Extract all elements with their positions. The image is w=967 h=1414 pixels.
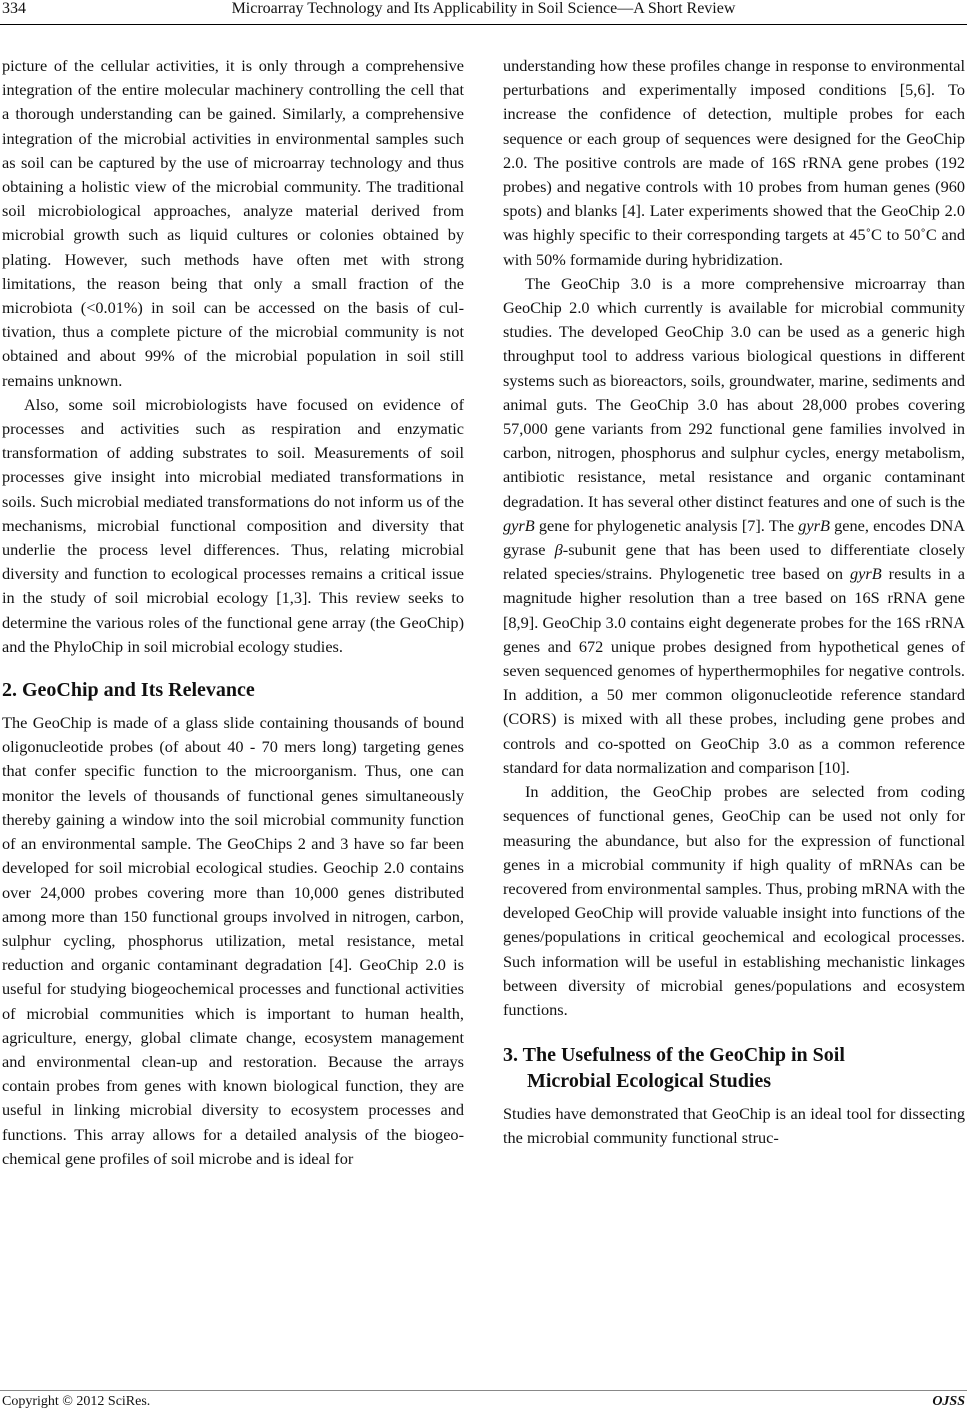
heading-line-2: Microbial Ecological Studies bbox=[527, 1070, 772, 1093]
gene-name: gyrB bbox=[850, 564, 882, 584]
section-heading-2: 2. GeoChip and Its Relevance bbox=[2, 679, 255, 702]
heading-line-1: 3. The Usefulness of the GeoChip in Soil bbox=[503, 1044, 845, 1067]
header-rule bbox=[0, 24, 967, 25]
copyright-notice: Copyright © 2012 SciRes. bbox=[2, 1394, 151, 1409]
page-number: 334 bbox=[2, 0, 26, 17]
right-paragraph-3: In addition, the GeoChip probes are selected from coding sequences of functional genes, GeoChip can be used not only for measuring the abundance, but also for the expression of functional genes in a microbial community if high quality of mRNAs can be recovered from environmental samples. Thus, probing mRNA with the developed GeoChip will provide valuable insight into functions of the genes/populations in critical geochemical and ecological processes. Such information will be useful in establishing mechanistic linkages between diversity of microbial genes/populations and ecosystem functions. bbox=[503, 782, 965, 1019]
text-run: results in a magnitude higher resolution than a tree based on 16S rRNA gene [8,9]. GeoChip 3.0 contains eight degenerate probes for the 16S rRNA genes and 672 unique probes designed from hypothetical genes of seven sequenced genomes of hyperthermophiles for negative controls. In addition, a 50 mer common oligonucleotide reference standard (CORS) is mixed with all these probes, including gene probes and controls and co-spotted on GeoChip 3.0 as a common reference standard for data normalization and comparison [10]. bbox=[503, 564, 965, 777]
text-run: gene for phylogenetic analysis [7]. The bbox=[534, 515, 799, 535]
right-paragraph-1: understanding how these profiles change in response to environmental perturbations and experimentally imposed conditions [5,6]. To increase the confidence of detection, multiple probes for each sequence or each group of sequences were designed for the GeoChip 2.0. The positive controls are made of 16S rRNA gene probes (192 probes) and negative controls with 10 probes from human genes (960 spots) and blanks [4]. Later experiments showed that the GeoChip 2.0 was highly specific to their corresponding targets at 45˚C to 50˚C and with 50% formamide during hybridization. bbox=[503, 56, 965, 269]
text-run: The GeoChip 3.0 is a more comprehensive microarray than GeoChip 2.0 which currently is available for microbial community studies. The developed GeoChip 3.0 can be used as a generic high throughput tool to address various biological questions in different systems such as bioreactors, soils, groundwater, marine, sediments and animal guts. The GeoChip 3.0 has about 28,000 probes covering 57,000 gene variants from 292 functional gene families involved in carbon, nitrogen, phosphorus and sulphur cycles, energy metabolism, antibiotic resistance, metal resistance and organic contaminant degradation. It has several other distinct features and one of such is the bbox=[503, 273, 965, 511]
gene-name: gyrB bbox=[798, 515, 830, 535]
left-paragraph-3: The GeoChip is made of a glass slide containing thousands of bound oligonucleotide probes (of about 40 - 70 mers long) targeting genes that confer specific function to the microorganism. Thus, one can monitor the levels of thousands of functional genes simultaneously thereby gaining a window into the soil microbial community function of an environmental sample. The GeoChips 2 and 3 have so far been developed for soil microbial ecological studies. Geochip 2.0 contains over 24,000 probes covering more than 10,000 genes distributed among more than 150 functional groups involved in nitrogen, carbon, sulphur cycling, phosphorus utilization, metal resistance, metal reduction and organic contaminant degradation [4]. GeoChip 2.0 is useful for studying biogeochemical processes and functional activities of microbial communities which is important to human health, agriculture, energy, global climate change, ecosystem management and environmental clean-up and restoration. Because the arrays contain probes from genes with known biological function, they are useful in linking microbial diversity to ecosystem processes and functions. This array allows for a detailed analysis of the biogeochemical gene profiles of soil microbe and is ideal for bbox=[2, 713, 464, 1168]
running-title: Microarray Technology and Its Applicability in Soil Science—A Short Review bbox=[231, 0, 736, 17]
journal-abbrev: OJSS bbox=[932, 1394, 965, 1409]
left-paragraph-2: Also, some soil microbiologists have focused on evidence of processes and activities such as respiration and enzymatic transformation of adding substrates to soil. Measurements of soil processes give insight into microbial mediated transformations in soils. Such microbial mediated transformations do not inform us of the mechanisms, microbial functional composition and diversity that underlie the process level differences. Thus, relating microbial diversity and function to ecological processes remains a critical issue in the study of soil microbial ecology [1,3]. This review seeks to determine the various roles of the functional gene array (the GeoChip) and the PhyloChip in soil microbial ecology studies. bbox=[2, 394, 464, 656]
left-paragraph-1: picture of the cellular activities, it is only through a comprehensive integration of the entire molecular machinery controlling the cell that a thorough understanding can be gained. Similarly, a comprehensive integration of the microbial activities in environmental samples such as soil can be captured by the use of microarray technology and thus obtaining a holistic view of the microbial community. The traditional soil microbiological approaches, analyze material derived from microbial growth such as liquid cultures or colonies obtained by plating. However, such methods have often met with strong limitations, the reason being that only a small fraction of the microbiota (<0.01%) in soil can be accessed on the basis of cultivation, thus a complete picture of the microbial community is not obtained and about 99% of the microbial population in soil still remains unknown. bbox=[2, 56, 464, 390]
gene-name: gyrB bbox=[503, 515, 535, 535]
left-column bbox=[2, 54, 464, 1171]
greek-beta: β bbox=[554, 540, 563, 560]
text-run: -subunit gene that has been used to differentiate closely related species/strains. Phylogenetic tree based on bbox=[503, 540, 965, 584]
page-header bbox=[0, 0, 967, 28]
right-paragraph-4: Studies have demonstrated that GeoChip is an ideal tool for dissecting the microbial community functional struc- bbox=[503, 1104, 965, 1148]
footer-rule bbox=[0, 1390, 967, 1391]
right-column bbox=[503, 54, 965, 1151]
right-paragraph-2 bbox=[503, 272, 965, 780]
section-heading-3 bbox=[503, 1042, 965, 1094]
text-run: gene, encodes DNA gyrase bbox=[503, 515, 965, 560]
